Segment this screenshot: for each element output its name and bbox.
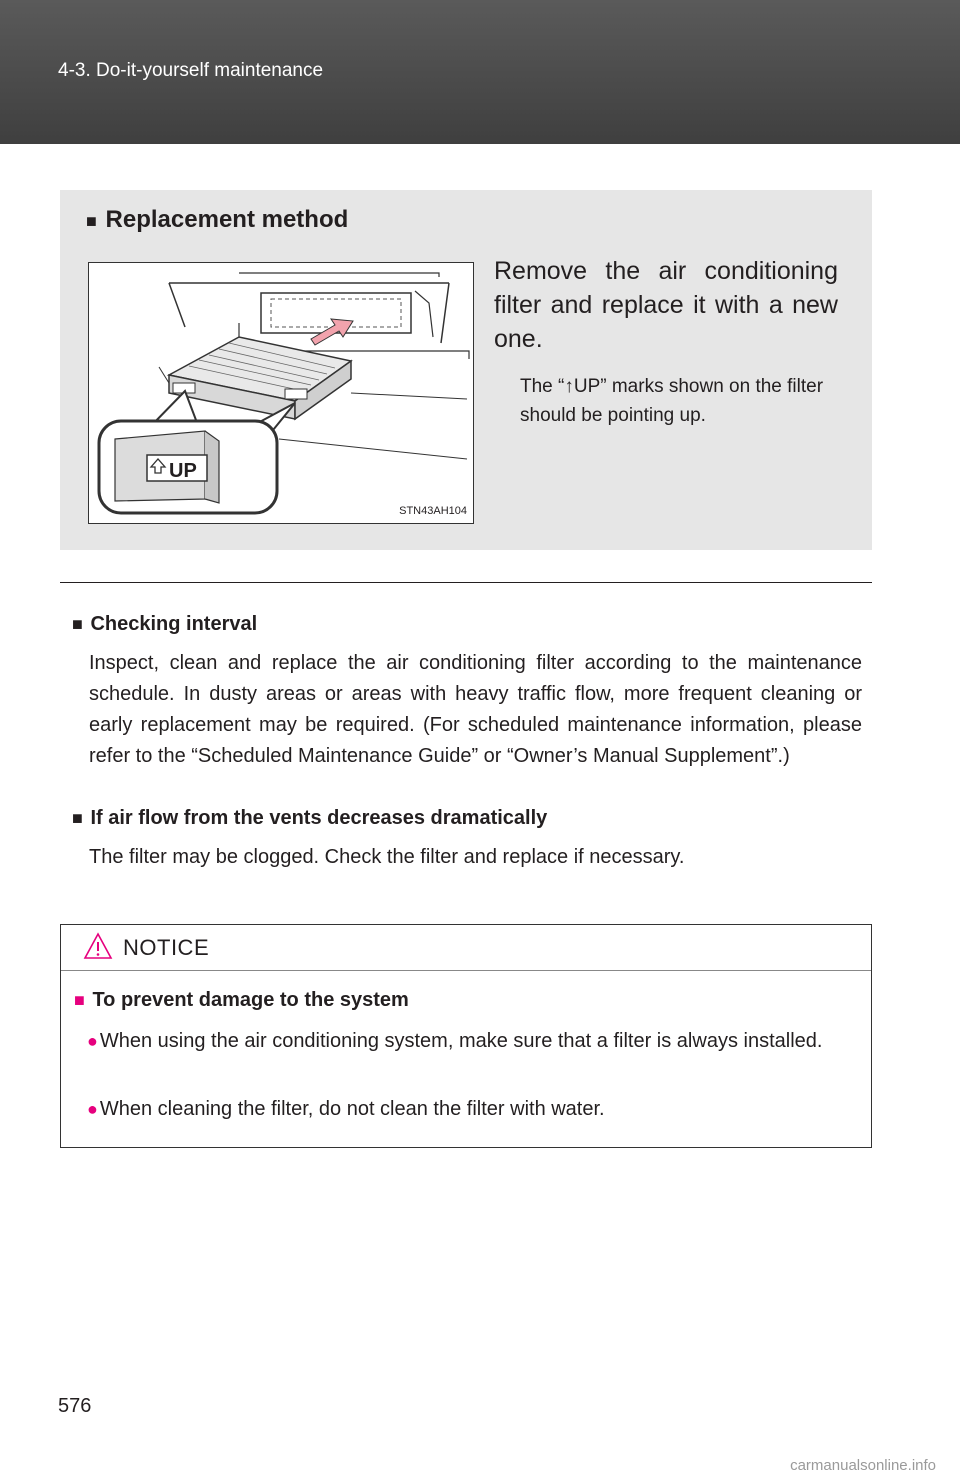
bullet-dot-icon: ● — [87, 1099, 98, 1119]
notice-bullet-text: When cleaning the filter, do not clean the filter with water. — [99, 1098, 605, 1120]
filter-drawing — [89, 263, 473, 523]
notice-label: NOTICE — [123, 935, 210, 960]
page-number: 576 — [58, 1395, 92, 1417]
notice-bullet — [87, 1027, 879, 1056]
square-bullet-icon: ■ — [72, 614, 83, 634]
checking-heading-text: Checking interval — [90, 613, 258, 635]
airflow-body: The filter may be clogged. Check the filter and replace if necessary. — [89, 846, 685, 868]
filter-illustration — [88, 262, 474, 524]
image-code: STN43AH104 — [399, 505, 467, 517]
checking-body: Inspect, clean and replace the air conditioning filter according to the maintenance schedule. In dusty areas or areas with heavy traffic flow, more frequent cleaning or early replacement may be required. (For scheduled maintenance information, please refer to the “Scheduled Maintenance Guide” or “Owner’s Manual Supplement”.) — [89, 652, 862, 767]
notice-bullet-text: When using the air conditioning system, make sure that a filter is always installed. — [99, 1030, 823, 1052]
notice-box — [60, 924, 872, 1148]
square-bullet-icon: ■ — [86, 211, 97, 231]
notice-subheading-text: To prevent damage to the system — [92, 989, 409, 1011]
airflow-section — [72, 804, 862, 873]
page-header — [0, 0, 960, 144]
warning-triangle-icon — [83, 932, 113, 960]
checking-interval-section — [72, 610, 862, 772]
square-bullet-icon: ■ — [72, 808, 83, 828]
notice-subheading — [74, 989, 409, 1012]
section-divider — [60, 582, 872, 583]
checking-heading — [72, 610, 862, 638]
airflow-heading — [72, 804, 862, 832]
notice-header — [61, 925, 871, 971]
replacement-heading-text: Replacement method — [105, 206, 349, 233]
replacement-note: The “↑UP” marks shown on the filter should be pointing up. — [520, 376, 824, 426]
section-title: 4-3. Do-it-yourself maintenance — [58, 60, 324, 81]
bullet-dot-icon: ● — [87, 1031, 98, 1051]
notice-bullet — [87, 1095, 879, 1124]
up-label: UP — [169, 460, 197, 482]
replacement-heading — [86, 206, 348, 234]
square-bullet-icon: ■ — [74, 990, 85, 1010]
watermark: carmanualsonline.info — [790, 1457, 936, 1474]
replacement-instruction: Remove the air conditioning filter and replace it with a new one. — [494, 257, 838, 353]
replacement-method-box — [60, 190, 872, 550]
airflow-heading-text: If air flow from the vents decreases dramatically — [90, 807, 548, 829]
